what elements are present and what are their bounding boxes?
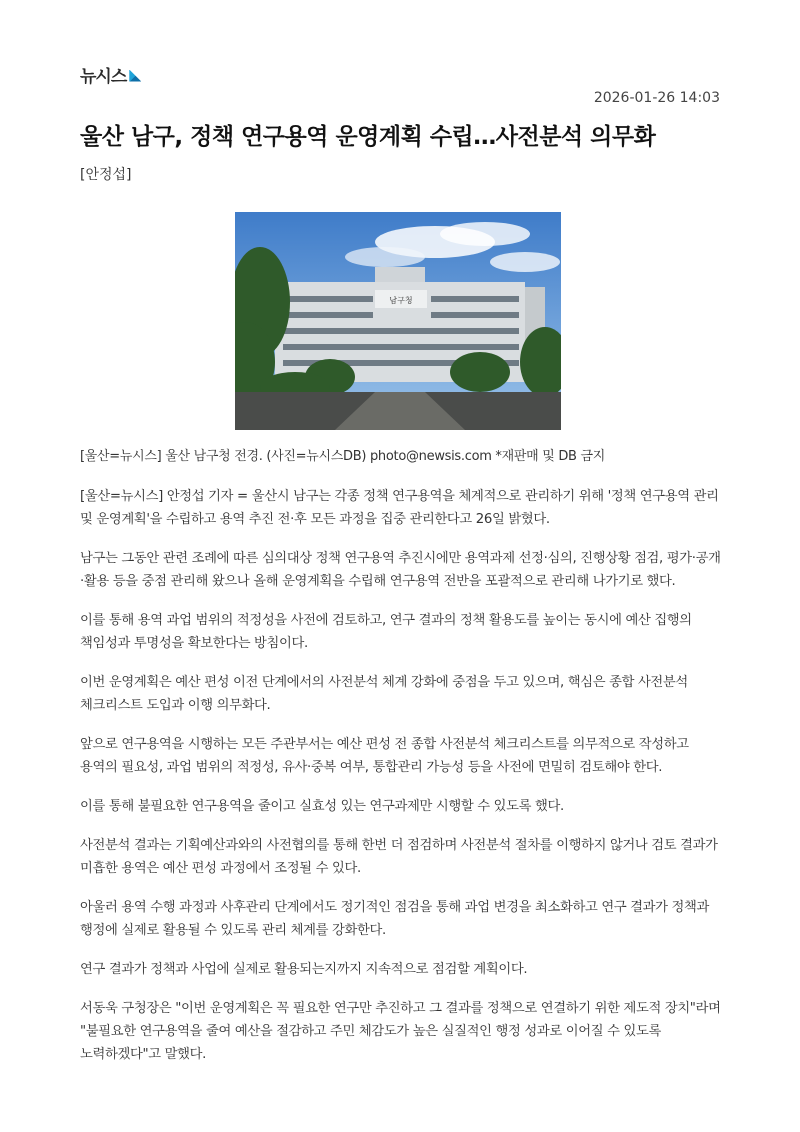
paragraph: 이를 통해 불필요한 연구용역을 줄이고 실효성 있는 연구과제만 시행할 수 있도록 했다. [80, 799, 564, 814]
nam-gu-office-building-image [235, 212, 561, 430]
paragraph: 사전분석 결과는 기획예산과와의 사전협의를 통해 한번 더 점검하며 사전분석 절차를 이행하지 않거나 검토 결과가 미흡한 용역은 예산 편성 과정에서 조정될 수 있다. [80, 838, 718, 876]
logo-text: 뉴시스 [80, 67, 127, 87]
publish-datetime: 2026-01-26 14:03 [593, 90, 720, 106]
article-title: 울산 남구, 정책 연구용역 운영계획 수립…사전분석 의무화 [80, 124, 656, 150]
paragraph: 아울러 용역 수행 과정과 사후관리 단계에서도 정기적인 점검을 통해 과업 변경을 최소화하고 연구 결과가 정책과 행정에 실제로 활용될 수 있도록 관리 체계를 강화한다. [80, 900, 710, 938]
logo-mark-icon [129, 70, 141, 82]
photo-caption: [울산=뉴시스] 울산 남구청 전경. (사진=뉴시스DB) photo@newsis.com *재판매 및 DB 금지 [80, 449, 606, 464]
article-body [80, 485, 724, 1082]
newsis-logo[interactable] [80, 62, 141, 87]
paragraph: [울산=뉴시스] 안정섭 기자 = 울산시 남구는 각종 정책 연구용역을 체계적으로 관리하기 위해 '정책 연구용역 관리 및 운영계획'을 수립하고 용역 추진 전·후 모든 과정을 집중 관리한다고 26일 밝혔다. [80, 489, 719, 527]
paragraph: 남구는 그동안 관련 조례에 따른 심의대상 정책 연구용역 추진시에만 용역과제 선정·심의, 진행상황 점검, 평가·공개·활용 등을 중점 관리해 왔으나 올해 운영계획을 수립해 연구용역 전반을 포괄적으로 관리해 나가기로 했다. [80, 551, 721, 589]
paragraph: 이번 운영계획은 예산 편성 이전 단계에서의 사전분석 체계 강화에 중점을 두고 있으며, 핵심은 종합 사전분석 체크리스트 도입과 이행 의무화다. [80, 675, 688, 713]
paragraph: 이를 통해 용역 과업 범위의 적정성을 사전에 검토하고, 연구 결과의 정책 활용도를 높이는 동시에 예산 집행의 책임성과 투명성을 확보한다는 방침이다. [80, 613, 692, 651]
paragraph: 연구 결과가 정책과 사업에 실제로 활용되는지까지 지속적으로 점검할 계획이다. [80, 962, 528, 977]
article-photo [235, 212, 561, 430]
paragraph: 앞으로 연구용역을 시행하는 모든 주관부서는 예산 편성 전 종합 사전분석 체크리스트를 의무적으로 작성하고 용역의 필요성, 과업 범위의 적정성, 유사·중복 여부, 통합관리 가능성 등을 사전에 면밀히 검토해야 한다. [80, 737, 689, 775]
building-sign: 남구청 [389, 296, 413, 305]
article-byline: [안정섭] [80, 167, 132, 183]
paragraph: 서동욱 구청장은 "이번 운영계획은 꼭 필요한 연구만 추진하고 그 결과를 정책으로 연결하기 위한 제도적 장치"라며 "불필요한 연구용역을 줄여 예산을 절감하고 주민 체감도가 높은 실질적인 행정 성과로 이어질 수 있도록 노력하겠다"고 말했다. [80, 1001, 721, 1062]
